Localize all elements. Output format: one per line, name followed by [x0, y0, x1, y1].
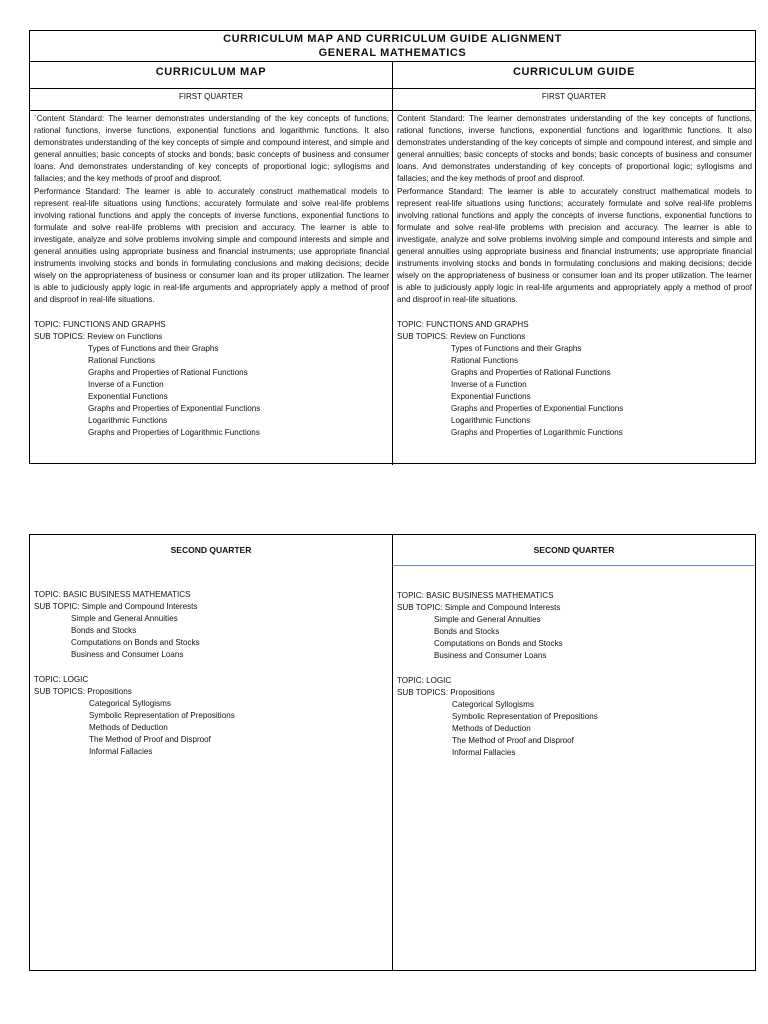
- second-quarter-row: [30, 535, 755, 970]
- subtopic-list: [397, 343, 752, 440]
- list-item: Graphs and Properties of Rational Functions: [451, 367, 611, 377]
- subtopic-list: [34, 698, 389, 758]
- subtopics-label: SUB TOPIC: Simple and Compound Interests: [34, 602, 198, 612]
- q2-topics-right: [393, 566, 755, 759]
- q2-topics-left: [30, 565, 392, 758]
- topic-label: TOPIC: FUNCTIONS AND GRAPHS: [34, 319, 166, 329]
- topic-label: TOPIC: LOGIC: [397, 675, 452, 685]
- topic-label: TOPIC: FUNCTIONS AND GRAPHS: [397, 319, 529, 329]
- content-standard: `Content Standard: The learner demonstrates understanding of the key concepts of functions, rational functions, inverse functions, exponential functions and logarithmic functions. It also demonstrates understanding of the key concepts of simple and compound interest, and simple and general annuities; basic concepts of stocks and bonds; basic concepts of business and consumer loans. And demonstrates understanding of key concepts of proportional logic; syllogisms and fallacies; and the key methods of proof and disproof.: [34, 114, 389, 184]
- topic-label: TOPIC: BASIC BUSINESS MATHEMATICS: [397, 591, 554, 600]
- subtopic-list: [397, 614, 752, 662]
- curriculum-guide-q2-cell: [393, 535, 755, 970]
- curriculum-guide-heading: CURRICULUM GUIDE: [512, 66, 636, 78]
- list-item: Categorical Syllogisms: [452, 699, 534, 709]
- list-item: Logarithmic Functions: [451, 416, 531, 426]
- performance-standard: Performance Standard: The learner is able to accurately construct mathematical models to represent real-life situations using functions; accurately formulate and solve real-life problems involving rational functions and apply the concepts of inverse functions, exponential functions to formulate and solve real-life problems with precision and accuracy. The learner is able to investigate, analyze and solve problems involving simple and compound interests and simple and general annuities using appropriate business and financial instruments; use appropriate financial instruments involving stocks and bonds in formulating conclusions and making decisions; decide wisely on the appropriateness of business or consumer loan and its proper utilization. The learner is able to judiciously apply logic in real-life arguments and appropriately apply a method of proof and disproof in real-life situations.: [34, 186, 389, 305]
- list-item: Graphs and Properties of Exponential Functions: [451, 404, 624, 414]
- list-item: Exponential Functions: [451, 392, 531, 402]
- list-item: Computations on Bonds and Stocks: [434, 639, 563, 649]
- curriculum-guide-cell: [393, 111, 755, 465]
- list-item: Categorical Syllogisms: [89, 698, 171, 708]
- subtopics-label: SUB TOPIC: Simple and Compound Interests: [397, 603, 561, 613]
- list-item: Bonds and Stocks: [71, 626, 137, 636]
- list-item: The Method of Proof and Disproof: [89, 735, 211, 745]
- content-standard: Content Standard: The learner demonstrates understanding of the key concepts of functions, rational functions, inverse functions, exponential functions and logarithmic functions. It also demonstrates understanding of the key concepts of simple and compound interest, and simple and general annuities; basic concepts of stocks and bonds; basic concepts of business and consumer loans. And demonstrates understanding of key concepts of proportional logic; syllogisms and fallacies; and the key methods of proof and disproof.: [397, 114, 752, 184]
- first-quarter-content-row: [30, 111, 755, 465]
- title-line-2: GENERAL MATHEMATICS: [318, 47, 467, 59]
- list-item: Methods of Deduction: [89, 722, 168, 732]
- list-item: Business and Consumer Loans: [71, 650, 184, 660]
- list-item: Inverse of a Function: [451, 379, 527, 389]
- list-item: Symbolic Representation of Prepositions: [452, 711, 598, 721]
- first-quarter-label-left: FIRST QUARTER: [30, 89, 393, 110]
- topic-label: TOPIC: BASIC BUSINESS MATHEMATICS: [34, 590, 191, 599]
- list-item: Exponential Functions: [88, 392, 168, 402]
- second-quarter-label-left: SECOND QUARTER: [170, 545, 252, 555]
- list-item: Computations on Bonds and Stocks: [71, 638, 200, 648]
- curriculum-map-heading: CURRICULUM MAP: [30, 62, 393, 88]
- list-item: Logarithmic Functions: [88, 416, 168, 426]
- second-quarter-label-right: SECOND QUARTER: [393, 535, 755, 566]
- list-item: Methods of Deduction: [452, 723, 531, 733]
- subtopics-label: SUB TOPICS: Propositions: [34, 686, 132, 696]
- performance-standard: Performance Standard: The learner is able to accurately construct mathematical models to represent real-life situations using functions; accurately formulate and solve real-life problems involving rational functions and apply the concepts of inverse functions, exponential functions to formulate and solve real-life problems with precision and accuracy. The learner is able to investigate, analyze and solve problems involving simple and compound interests and simple and general annuities using appropriate business and financial instruments; use appropriate financial instruments involving stocks and bonds in formulating conclusions and making decisions; decide wisely on the appropriateness of business or consumer loan and its proper utilization. The learner is able to judiciously apply logic in real-life arguments and appropriately apply a method of proof and disproof in real-life situations.: [397, 186, 752, 305]
- subtopics-label: SUB TOPICS: Review on Functions: [34, 331, 163, 341]
- list-item: Graphs and Properties of Logarithmic Functions: [88, 428, 260, 438]
- column-headings-row: [30, 62, 755, 89]
- list-item: Graphs and Properties of Exponential Functions: [88, 404, 261, 414]
- subtopic-list: [34, 343, 389, 440]
- list-item: Rational Functions: [451, 355, 519, 365]
- curriculum-map-cell: [30, 111, 393, 465]
- subtopics-label: SUB TOPICS: Review on Functions: [397, 331, 526, 341]
- list-item: Simple and General Annuities: [71, 614, 178, 624]
- list-item: Graphs and Properties of Logarithmic Functions: [451, 428, 623, 438]
- subtopic-list: [34, 613, 389, 661]
- list-item: Informal Fallacies: [452, 748, 516, 758]
- list-item: Bonds and Stocks: [434, 627, 500, 637]
- list-item: Symbolic Representation of Prepositions: [89, 710, 235, 720]
- first-quarter-row: [30, 89, 755, 111]
- second-quarter-table: [29, 534, 756, 971]
- title-line-1: CURRICULUM MAP AND CURRICULUM GUIDE ALIGNMENT: [223, 33, 562, 45]
- subtopic-list: [397, 699, 752, 759]
- list-item: Simple and General Annuities: [434, 615, 541, 625]
- list-item: Types of Functions and their Graphs: [451, 343, 582, 353]
- list-item: Rational Functions: [88, 355, 156, 365]
- first-quarter-label-right: FIRST QUARTER: [541, 92, 607, 101]
- list-item: Types of Functions and their Graphs: [88, 343, 219, 353]
- curriculum-map-q2-cell: [30, 535, 393, 970]
- list-item: Graphs and Properties of Rational Functions: [88, 367, 248, 377]
- list-item: The Method of Proof and Disproof: [452, 736, 574, 746]
- subtopics-label: SUB TOPICS: Propositions: [397, 687, 495, 697]
- list-item: Business and Consumer Loans: [434, 651, 547, 661]
- list-item: Inverse of a Function: [88, 379, 164, 389]
- first-quarter-table: [29, 30, 756, 464]
- list-item: Informal Fallacies: [89, 747, 153, 757]
- topic-label: TOPIC: LOGIC: [34, 674, 89, 684]
- document-title: [30, 31, 755, 62]
